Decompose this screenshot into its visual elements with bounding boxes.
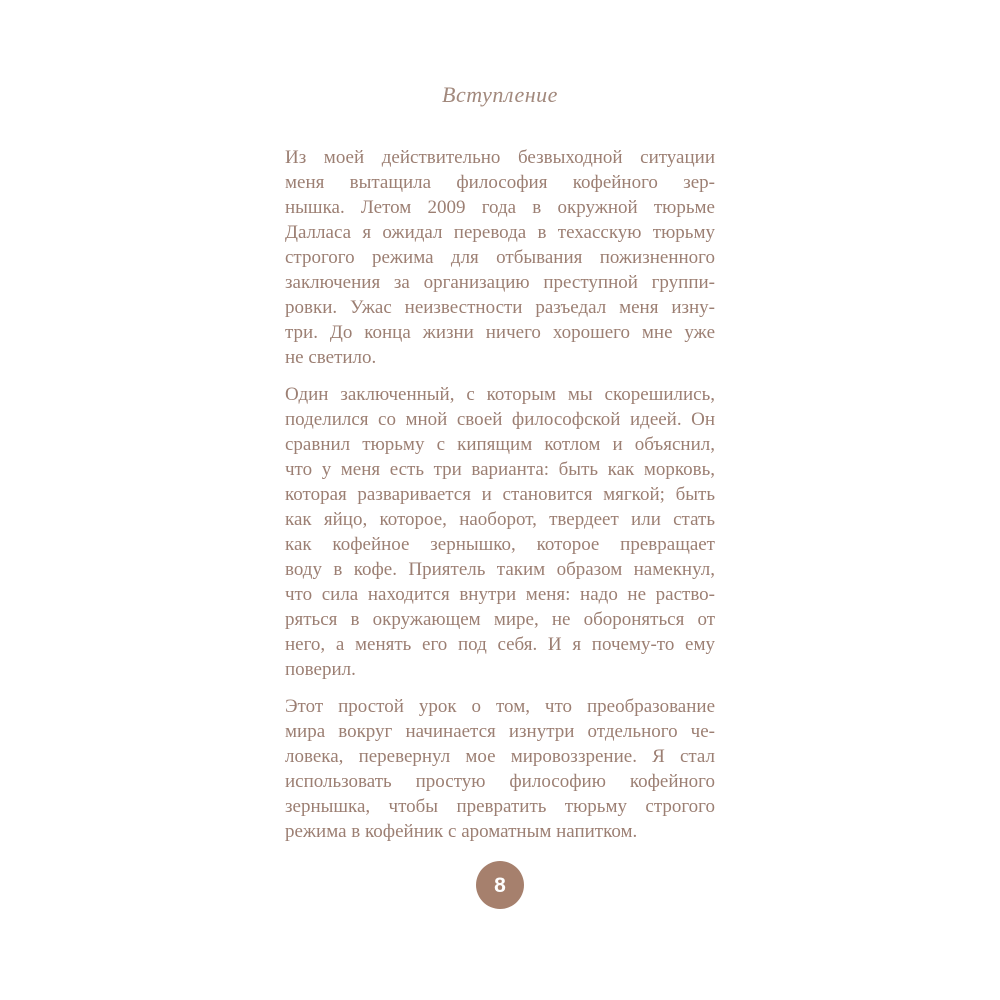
text-line: Далласа я ожидал перевода в техасскую тюрьму	[285, 222, 715, 243]
text-line: Этот простой урок о том, что преобразование	[285, 696, 715, 717]
text-line: которая разваривается и становится мягкой; быть	[285, 484, 715, 505]
text-line: меня вытащила философия кофейного зер-	[285, 172, 715, 193]
chapter-title: Вступление	[442, 82, 558, 107]
text-line: сравнил тюрьму с кипящим котлом и объяснил,	[285, 434, 715, 455]
paragraph	[285, 694, 715, 844]
text-line: заключения за организацию преступной группи-	[285, 272, 715, 293]
page-number-badge	[476, 861, 524, 909]
text-line: как кофейное зернышко, которое превращает	[285, 534, 715, 555]
text-line: Из моей действительно безвыходной ситуации	[285, 147, 715, 168]
text-line: зернышка, чтобы превратить тюрьму строгого	[285, 796, 715, 817]
text-line: режима в кофейник с ароматным напитком.	[285, 821, 638, 842]
text-line: воду в кофе. Приятель таким образом намекнул,	[285, 559, 715, 580]
text-line: мира вокруг начинается изнутри отдельного че-	[285, 721, 715, 742]
text-line: ровки. Ужас неизвестности разъедал меня изну-	[285, 297, 715, 318]
text-line: ловека, перевернул мое мировоззрение. Я стал	[285, 746, 715, 767]
text-line: что сила находится внутри меня: надо не раство-	[285, 584, 715, 605]
text-line: Один заключенный, с которым мы скорешились,	[285, 384, 715, 405]
text-line: него, а менять его под себя. И я почему-то ему	[285, 634, 715, 655]
paragraph	[285, 145, 715, 370]
text-line: три. До конца жизни ничего хорошего мне уже	[285, 322, 715, 343]
text-line: использовать простую философию кофейного	[285, 771, 715, 792]
text-line: строгого режима для отбывания пожизненного	[285, 247, 715, 268]
text-line: не светило.	[285, 347, 377, 368]
paragraph	[285, 382, 715, 682]
text-block	[285, 145, 715, 856]
text-line: ряться в окружающем мире, не обороняться от	[285, 609, 715, 630]
page-number: 8	[494, 873, 506, 897]
text-line: нышка. Летом 2009 года в окружной тюрьме	[285, 197, 715, 218]
text-line: что у меня есть три варианта: быть как морковь,	[285, 459, 715, 480]
text-line: как яйцо, которое, наоборот, твердеет или стать	[285, 509, 715, 530]
text-line: поделился со мной своей философской идеей. Он	[285, 409, 715, 430]
text-line: поверил.	[285, 659, 356, 680]
